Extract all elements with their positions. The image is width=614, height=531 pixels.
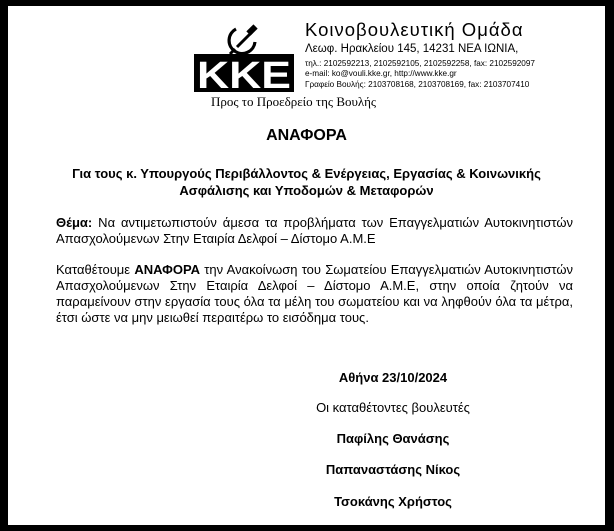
- letterhead-office: Γραφείο Βουλής: 2103708168, 2103708169, fax: 2103707410: [305, 80, 530, 89]
- hammer-sickle-icon: [229, 24, 258, 54]
- subject-line-2: Απασχολούμενων Στην Εταιρία Δελφοί – Δίστομο Α.Μ.Ε: [56, 231, 376, 246]
- letterhead-phones: τηλ.: 2102592213, 2102592105, 2102592258, fax: 2102592097: [305, 59, 535, 68]
- letterhead-contact: e-mail: ko@vouli.kke.gr, http://www.kke.gr: [305, 69, 457, 78]
- signature-intro: Οι καταθέτοντες βουλευτές: [316, 400, 470, 415]
- recipients-line-1: Για τους κ. Υπουργούς Περιβάλλοντος & Ενέργειας, Εργασίας & Κοινωνικής: [72, 166, 541, 181]
- addressee: Προς το Προεδρείο της Βουλής: [211, 94, 377, 109]
- body-line-3: παραμείνουν στην εργασία τους όλα τα μέλη του σωματείου και να ληφθούν όλα τα μέτρα,: [56, 294, 573, 309]
- body-line-1-end: την Ανακοίνωση του Σωματείου Επαγγελματιών Αυτοκινητιστών: [200, 262, 574, 277]
- signature-date: Αθήνα 23/10/2024: [338, 370, 448, 385]
- recipients: [8, 166, 605, 200]
- subject-text: Να αντιμετωπιστούν άμεσα τα προβλήματα των Επαγγελματιών Αυτοκινητιστών: [92, 215, 573, 230]
- letterhead-title: Κοινοβουλευτική Ομάδα: [305, 19, 524, 40]
- body-line-4: έτσι ώστε να μην μειωθεί περαιτέρω το εισόδημα τους.: [56, 310, 369, 325]
- logo-text: ΚΚΕ: [197, 55, 291, 92]
- subject-line-1: [56, 215, 573, 231]
- document-page: [8, 6, 605, 525]
- document-heading: ΑΝΑΦΟΡΑ: [266, 127, 347, 144]
- mp-name: Τσοκάνης Χρήστος: [334, 494, 452, 509]
- recipients-line-2: Ασφάλισης και Υποδομών & Μεταφορών: [179, 182, 434, 198]
- subject-label: Θέμα:: [56, 215, 93, 230]
- body-line-1-bold: ΑΝΑΦΟΡΑ: [134, 262, 201, 277]
- body-line-1-start: Καταθέτουμε: [56, 262, 135, 277]
- mp-name: Παπαναστάσης Νίκος: [325, 462, 461, 477]
- letterhead-address: Λεωφ. Ηρακλείου 145, 14231 ΝΕΑ ΙΩΝΙΑ,: [305, 43, 519, 55]
- kke-logo: [194, 16, 294, 92]
- body-line-2: Απασχολούμενων Στην Εταιρία Δελφοί – Δίστομο Α.Μ.Ε, στην οποία ζητούν να: [56, 278, 573, 293]
- subject-paragraph: [56, 215, 573, 247]
- body-paragraph: [56, 262, 573, 326]
- mp-name: Παφίλης Θανάσης: [336, 431, 450, 446]
- body-line-1: [56, 262, 573, 278]
